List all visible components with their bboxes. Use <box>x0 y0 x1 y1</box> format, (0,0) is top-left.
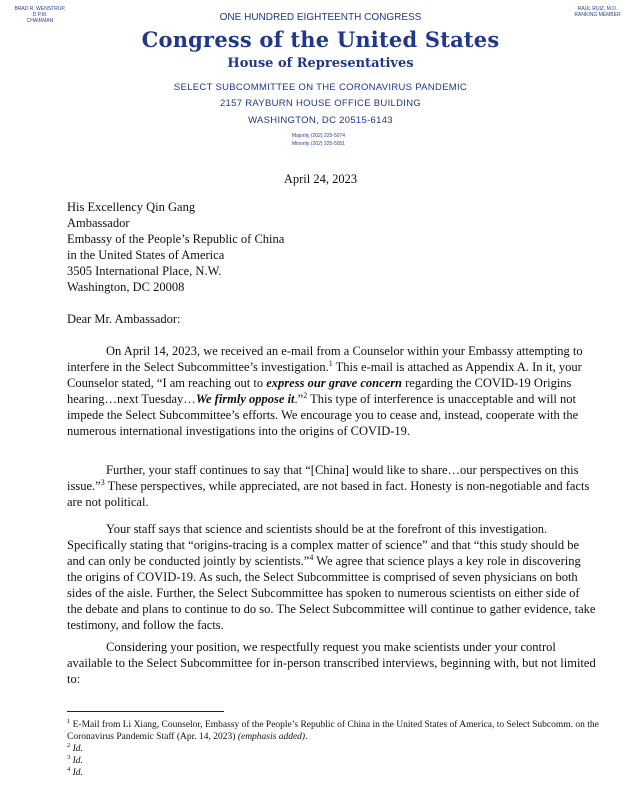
footnote-2: $^2$ Id. <box>67 741 83 754</box>
paragraph-2: Further, your staff continues to say that “[China] would like to share…our perspectives on this issue.”$^3$ These perspectives, while appreciated, are not based in fact. Honesty is non-negotiable and facts are not political. <box>67 463 590 509</box>
ranking-member-title: RANKING MEMBER <box>574 12 621 18</box>
footnote-1: $^1$ E-Mail from Li Xiang, Counselor, Embassy of the People’s Republic of China in the United States of America, to Select Subcomm. on the Coronavirus Pandemic Staff (Apr. 14, 2023) (emphasis added). <box>67 717 599 742</box>
footnote-ref: 1 <box>328 358 333 368</box>
address-line: 3505 International Place, N.W. <box>67 264 222 278</box>
footnote-divider <box>67 711 224 712</box>
chairman-name: BRAD R. WENSTRUP, D.P.M. <box>14 6 66 18</box>
footnote-ref: 3 <box>100 477 105 487</box>
house-title: House of Representatives <box>227 56 414 71</box>
footnote-ref: 2 <box>303 390 308 400</box>
footnote-ref: 4 <box>309 552 314 562</box>
phone-majority: Majority (202) 225-5074 <box>292 133 346 139</box>
address-line: His Excellency Qin Gang <box>67 200 196 214</box>
address-line: in the United States of America <box>67 248 225 262</box>
congress-number: ONE HUNDRED EIGHTEENTH CONGRESS <box>219 12 422 23</box>
emphasis-text: We firmly oppose it <box>195 392 295 406</box>
city-address: WASHINGTON, DC 20515-6143 <box>248 115 393 126</box>
office-address: 2157 RAYBURN HOUSE OFFICE BUILDING <box>219 98 422 109</box>
congress-title: Congress of the United States <box>141 27 500 52</box>
paragraph-3: Your staff says that science and scientists should be at the forefront of this investigation. Specifically stating that “origins-tracing is a complex matter of science” and that “this study should be and can only be conducted jointly by scientists.”$^4$ We agree that science plays a key role in discovering the origins of COVID-19. As such, the Select Subcommittee is comprised of seven physicians on both sides of the aisle. Further, the Select Subcommittee has spoken to numerous scientists on either side of the debate and plans to continue to do so. The Select Subcommittee will continue to gather evidence, take testimony, and follow the facts. <box>67 522 596 632</box>
footnote-4: $^4$ Id. <box>67 765 83 778</box>
chairman-title: CHAIRMAN <box>26 18 54 24</box>
subcommittee-name: SELECT SUBCOMMITTEE ON THE CORONAVIRUS PANDEMIC <box>173 82 468 93</box>
ranking-member-name: RAUL RUIZ, M.D. <box>577 6 618 12</box>
address-line: Ambassador <box>67 216 130 230</box>
phone-minority: Minority (202) 225-5051 <box>292 141 346 147</box>
paragraph-4: Considering your position, we respectfully request you make scientists under your control available to the Select Subcommittee for in-person transcribed interviews, beginning with, but not limited to: <box>67 640 596 686</box>
letter-date: April 24, 2023 <box>283 172 358 186</box>
salutation: Dear Mr. Ambassador: <box>67 312 181 326</box>
address-line: Embassy of the People’s Republic of China <box>67 232 285 246</box>
address-line: Washington, DC 20008 <box>67 280 185 294</box>
recipient-address <box>67 199 597 295</box>
footnote-3: $^3$ Id. <box>67 753 83 766</box>
paragraph-1: On April 14, 2023, we received an e-mail from a Counselor within your Embassy attempting to interfere in the Select Subcommittee’s investigation.$^1$ This e-mail is attached as Appendix A. In it, your Counselor stated, “I am reaching out to express our grave concern regarding the COVID-19 Origins hearing…next Tuesday…We firmly oppose it.”$^2$ This type of interference is unacceptable and will not impede the Select Subcommittee’s efforts. We encourage you to cease and, instead, cooperate with the numerous international investigations into the origins of COVID-19. <box>67 344 583 438</box>
emphasis-text: express our grave concern <box>266 376 403 390</box>
